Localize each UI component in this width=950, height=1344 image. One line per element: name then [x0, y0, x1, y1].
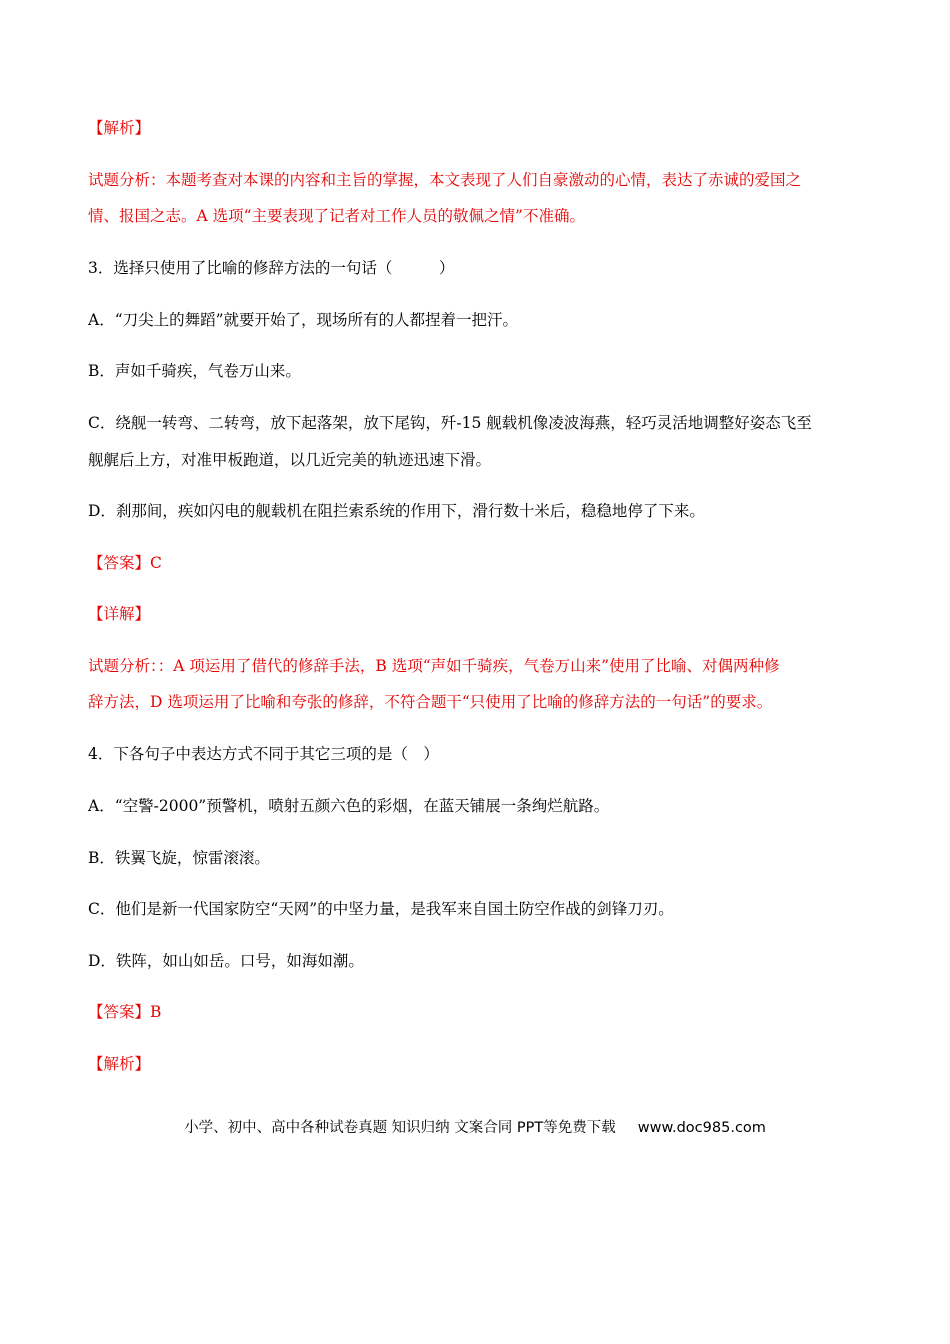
question-3-option-c-line-2: 舰艉后上方，对准甲板跑道，以几近完美的轨迹迅速下滑。 [88, 451, 492, 469]
question-4-stem: 4．下各句子中表达方式不同于其它三项的是（ ） [88, 745, 439, 763]
question-4-option-d: D．铁阵，如山如岳。口号，如海如潮。 [88, 952, 364, 970]
analysis-text-line-1: 试题分析：本题考查对本课的内容和主旨的掌握，本文表现了人们自豪激动的心情，表达了赤诚的爱国之 [88, 171, 802, 189]
question-3-option-c-line-1: C．绕舰一转弯、二转弯，放下起落架，放下尾钩，歼-15 舰载机像凌波海燕，轻巧灵活地调整好姿态飞至 [88, 414, 812, 432]
question-4-option-c: C．他们是新一代国家防空“天网”的中坚力量，是我军来自国土防空作战的剑锋刀刃。 [88, 900, 674, 918]
question-4-analysis-label: 【解析】 [88, 1055, 151, 1073]
analysis-label-1: 【解析】 [88, 119, 151, 137]
footer-text: 小学、初中、高中各种试卷真题 知识归纳 文案合同 PPT等免费下载 [184, 1120, 616, 1136]
page-footer [0, 1116, 950, 1137]
question-4-option-a: A．“空警-2000”预警机，喷射五颜六色的彩烟，在蓝天铺展一条绚烂航路。 [88, 797, 610, 815]
question-3-answer: 【答案】C [88, 554, 162, 572]
question-3-option-a: A．“刀尖上的舞蹈”就要开始了，现场所有的人都捏着一把汗。 [88, 311, 519, 329]
question-3-detail-line-2: 辞方法，D 选项运用了比喻和夸张的修辞，不符合题干“只使用了比喻的修辞方法的一句话”的要求。 [88, 693, 773, 711]
question-3-detail-label: 【详解】 [88, 605, 151, 623]
question-3-option-d: D．刹那间，疾如闪电的舰载机在阻拦索系统的作用下，滑行数十米后，稳稳地停了下来。 [88, 502, 705, 520]
question-4-answer: 【答案】B [88, 1003, 162, 1021]
question-3-detail-line-1: 试题分析：：A 项运用了借代的修辞手法，B 选项“声如千骑疾，气卷万山来”使用了比喻、对偶两种修 [88, 657, 780, 675]
question-3-stem: 3．选择只使用了比喻的修辞方法的一句话（ ） [88, 259, 455, 277]
question-4-option-b: B．铁翼飞旋，惊雷滚滚。 [88, 849, 270, 867]
footer-site-link[interactable]: www.doc985.com [637, 1120, 766, 1136]
analysis-text-line-2: 情、报国之志。A 选项“主要表现了记者对工作人员的敬佩之情”不准确。 [88, 207, 585, 225]
question-3-option-b: B．声如千骑疾，气卷万山来。 [88, 362, 301, 380]
